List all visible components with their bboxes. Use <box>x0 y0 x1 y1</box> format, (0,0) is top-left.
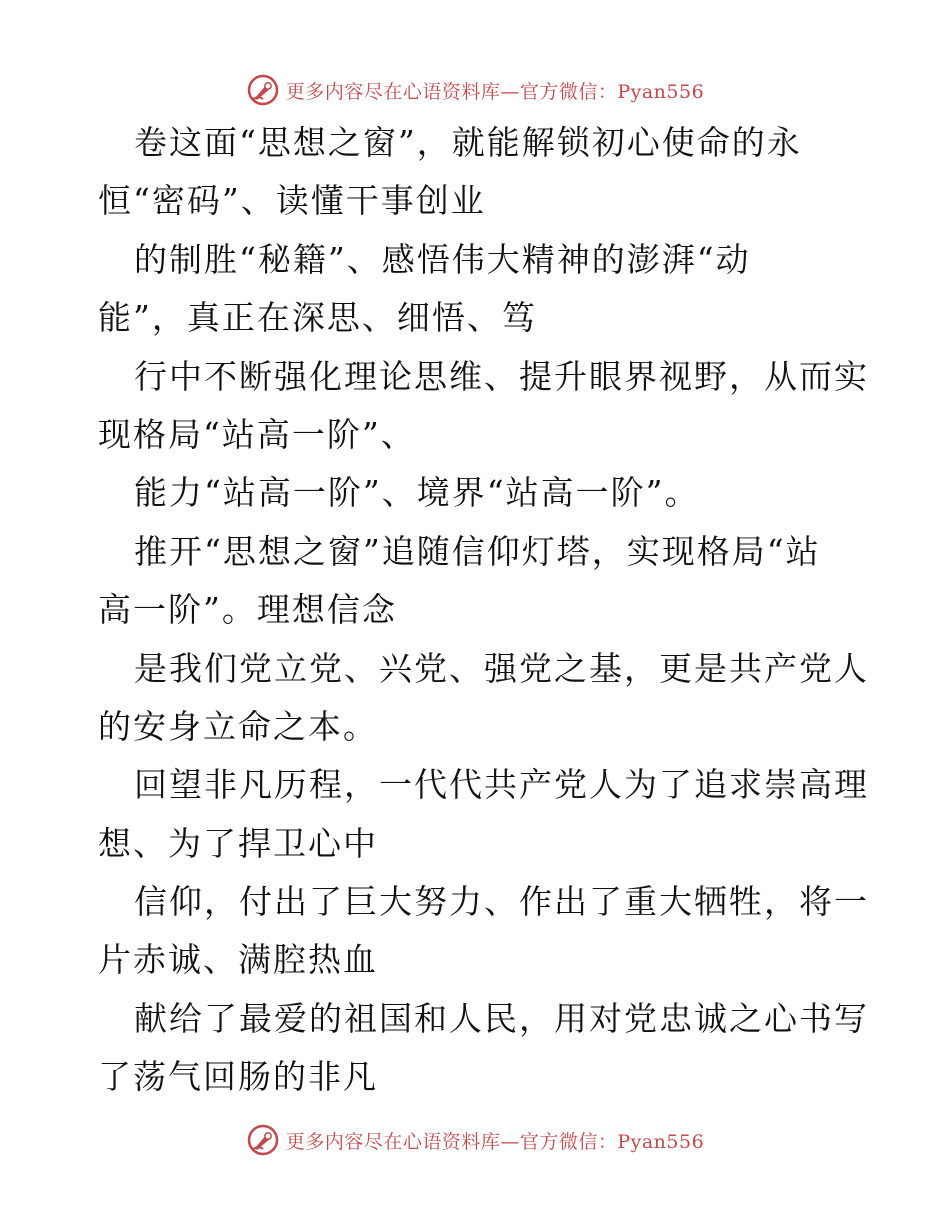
text-line: 信仰，付出了巨大努力、作出了重大牺牲，将一 <box>134 882 869 922</box>
text-line: 回望非凡历程，一代代共产党人为了追求崇高理 <box>134 765 869 805</box>
text-line: 了荡气回肠的非凡 <box>98 1057 378 1097</box>
header-banner <box>0 70 950 110</box>
text-line: 高一阶”。理想信念 <box>98 590 397 630</box>
header-banner-text: 更多内容尽在心语资料库—官方微信：Pyan556 <box>285 80 705 103</box>
footer-banner <box>0 1120 950 1160</box>
text-line: 推开“思想之窗”追随信仰灯塔，实现格局“站 <box>134 531 821 571</box>
text-line: 能”，真正在深思、细悟、笃 <box>98 298 537 338</box>
pen-nib-circle-icon <box>246 73 280 107</box>
text-line: 的制胜“秘籍”、感悟伟大精神的澎湃“动 <box>134 239 751 279</box>
footer-banner-content <box>246 1123 704 1157</box>
pen-nib-circle-icon <box>246 1123 280 1157</box>
text-line: 行中不断强化理论思维、提升眼界视野，从而实 <box>134 356 869 396</box>
document-body <box>98 114 878 1107</box>
text-line: 现格局“站高一阶”、 <box>98 414 416 454</box>
text-line: 恒“密码”、读懂干事创业 <box>98 181 486 221</box>
text-line: 想、为了捍卫心中 <box>98 823 378 863</box>
text-line: 卷这面“思想之窗”，就能解锁初心使命的永 <box>134 123 802 162</box>
text-line: 的安身立命之本。 <box>98 706 378 746</box>
text-line: 献给了最爱的祖国和人民，用对党忠诚之心书写 <box>134 998 869 1038</box>
header-banner-content <box>246 73 704 107</box>
text-line: 是我们党立党、兴党、强党之基，更是共产党人 <box>134 648 869 688</box>
text-line: 片赤诚、满腔热血 <box>98 940 378 980</box>
text-line: 能力“站高一阶”、境界“站高一阶”。 <box>134 473 700 513</box>
footer-banner-text: 更多内容尽在心语资料库—官方微信：Pyan556 <box>285 1130 705 1153</box>
